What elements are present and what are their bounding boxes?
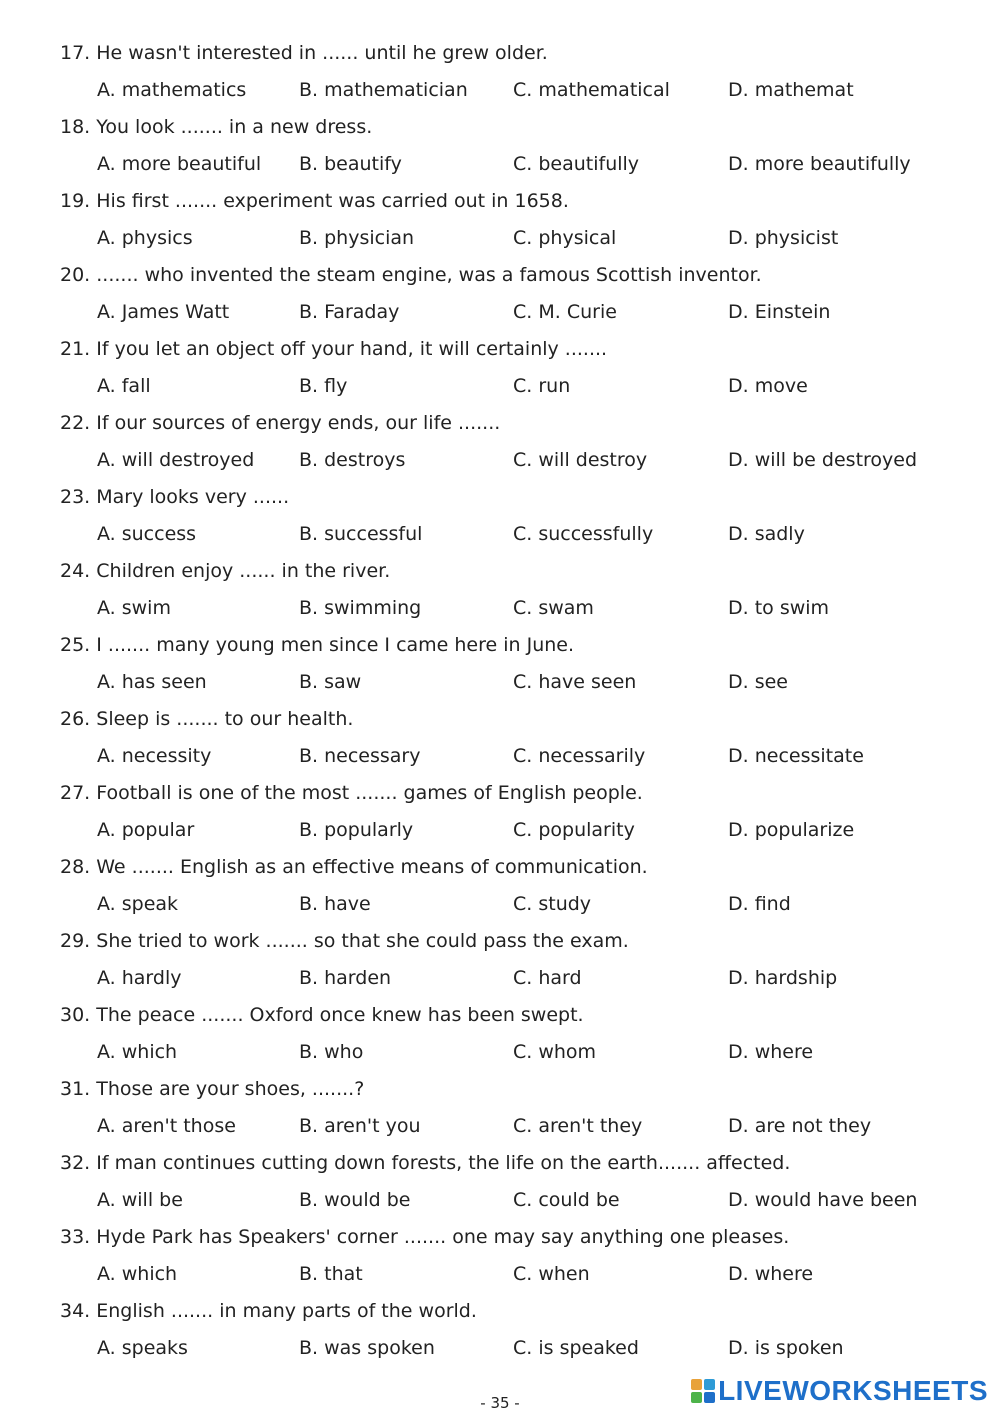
answer-option-b[interactable]: B. popularly [299, 819, 414, 841]
answer-options [0, 516, 1000, 553]
answer-option-c[interactable]: C. physical [513, 227, 617, 249]
answer-option-a[interactable]: A. more beautiful [97, 153, 262, 175]
answer-option-a[interactable]: A. popular [97, 819, 195, 841]
answer-options [0, 1108, 1000, 1145]
brand-name: LIVEWORKSHEETS [718, 1375, 988, 1406]
question-stem: 18. You look ....... in a new dress. [60, 116, 373, 138]
answer-option-d[interactable]: D. Einstein [728, 301, 831, 323]
answer-option-d[interactable]: D. will be destroyed [728, 449, 918, 471]
question-stem: 30. The peace ....... Oxford once knew has been swept. [60, 1004, 584, 1026]
question-stem: 28. We ....... English as an effective means of communication. [60, 856, 648, 878]
answer-option-c[interactable]: C. beautifully [513, 153, 640, 175]
answer-option-b[interactable]: B. swimming [299, 597, 422, 619]
question-stem: 34. English ....... in many parts of the world. [60, 1300, 477, 1322]
answer-option-d[interactable]: D. would have been [728, 1189, 918, 1211]
answer-option-c[interactable]: C. will destroy [513, 449, 648, 471]
question-list [0, 35, 1000, 1367]
answer-option-a[interactable]: A. which [97, 1041, 178, 1063]
answer-option-b[interactable]: B. would be [299, 1189, 411, 1211]
answer-options [0, 664, 1000, 701]
answer-option-c[interactable]: C. M. Curie [513, 301, 617, 323]
answer-options [0, 368, 1000, 405]
answer-option-b[interactable]: B. saw [299, 671, 362, 693]
answer-options [0, 220, 1000, 257]
answer-option-c[interactable]: C. whom [513, 1041, 597, 1063]
question-stem: 19. His first ....... experiment was carried out in 1658. [60, 190, 569, 212]
answer-option-b[interactable]: B. fly [299, 375, 348, 397]
answer-option-d[interactable]: D. where [728, 1041, 814, 1063]
answer-option-a[interactable]: A. fall [97, 375, 151, 397]
question-stem: 25. I ....... many young men since I came here in June. [60, 634, 575, 656]
answer-option-b[interactable]: B. beautify [299, 153, 402, 175]
answer-option-d[interactable]: D. is spoken [728, 1337, 844, 1359]
question-stem: 23. Mary looks very ...... [60, 486, 290, 508]
answer-options [0, 146, 1000, 183]
answer-option-d[interactable]: D. sadly [728, 523, 805, 545]
answer-options [0, 1182, 1000, 1219]
answer-option-c[interactable]: C. have seen [513, 671, 637, 693]
answer-option-d[interactable]: D. where [728, 1263, 814, 1285]
answer-option-a[interactable]: A. mathematics [97, 79, 247, 101]
answer-option-a[interactable]: A. physics [97, 227, 193, 249]
answer-option-c[interactable]: C. mathematical [513, 79, 670, 101]
answer-option-d[interactable]: D. are not they [728, 1115, 872, 1137]
answer-option-d[interactable]: D. more beautifully [728, 153, 911, 175]
answer-option-b[interactable]: B. that [299, 1263, 363, 1285]
answer-option-d[interactable]: D. necessitate [728, 745, 864, 767]
answer-option-a[interactable]: A. James Watt [97, 301, 230, 323]
page-number: - 35 - [480, 1394, 520, 1412]
answer-option-c[interactable]: C. study [513, 893, 592, 915]
answer-option-a[interactable]: A. speak [97, 893, 179, 915]
answer-option-c[interactable]: C. could be [513, 1189, 620, 1211]
answer-option-a[interactable]: A. necessity [97, 745, 212, 767]
answer-option-c[interactable]: C. run [513, 375, 571, 397]
answer-options [0, 590, 1000, 627]
answer-option-d[interactable]: D. to swim [728, 597, 830, 619]
question-stem: 33. Hyde Park has Speakers' corner ....... one may say anything one pleases. [60, 1226, 790, 1248]
question-stem: 31. Those are your shoes, .......? [60, 1078, 365, 1100]
answer-option-b[interactable]: B. who [299, 1041, 364, 1063]
answer-option-b[interactable]: B. destroys [299, 449, 406, 471]
answer-option-c[interactable]: C. swam [513, 597, 594, 619]
answer-option-c[interactable]: C. when [513, 1263, 590, 1285]
answer-option-b[interactable]: B. mathematician [299, 79, 468, 101]
answer-option-d[interactable]: D. mathemat [728, 79, 854, 101]
question-stem: 32. If man continues cutting down forests, the life on the earth....... affected. [60, 1152, 791, 1174]
answer-options [0, 72, 1000, 109]
answer-options [0, 442, 1000, 479]
answer-options [0, 738, 1000, 775]
liveworksheets-logo-icon [690, 1378, 716, 1404]
answer-option-c[interactable]: C. successfully [513, 523, 654, 545]
answer-options [0, 1256, 1000, 1293]
answer-options [0, 294, 1000, 331]
question-stem: 24. Children enjoy ...... in the river. [60, 560, 391, 582]
question-stem: 20. ....... who invented the steam engine, was a famous Scottish inventor. [60, 264, 762, 286]
answer-options [0, 1034, 1000, 1071]
answer-option-b[interactable]: B. Faraday [299, 301, 400, 323]
answer-options [0, 812, 1000, 849]
answer-option-b[interactable]: B. was spoken [299, 1337, 435, 1359]
answer-option-a[interactable]: A. success [97, 523, 197, 545]
question-stem: 26. Sleep is ....... to our health. [60, 708, 354, 730]
answer-option-b[interactable]: B. necessary [299, 745, 421, 767]
answer-options [0, 960, 1000, 997]
answer-option-a[interactable]: A. which [97, 1263, 178, 1285]
question-stem: 22. If our sources of energy ends, our life ....... [60, 412, 501, 434]
answer-option-b[interactable]: B. have [299, 893, 371, 915]
liveworksheets-brand [690, 1374, 988, 1408]
answer-option-a[interactable]: A. speaks [97, 1337, 188, 1359]
answer-option-b[interactable]: B. physician [299, 227, 415, 249]
answer-options [0, 886, 1000, 923]
answer-option-a[interactable]: A. will destroyed [97, 449, 255, 471]
answer-option-c[interactable]: C. aren't they [513, 1115, 643, 1137]
answer-option-c[interactable]: C. is speaked [513, 1337, 639, 1359]
answer-option-b[interactable]: B. aren't you [299, 1115, 421, 1137]
answer-option-d[interactable]: D. hardship [728, 967, 838, 989]
answer-option-d[interactable]: D. find [728, 893, 791, 915]
question-stem: 21. If you let an object off your hand, it will certainly ....... [60, 338, 608, 360]
answer-option-a[interactable]: A. swim [97, 597, 171, 619]
answer-option-c[interactable]: C. necessarily [513, 745, 646, 767]
question-stem: 29. She tried to work ....... so that she could pass the exam. [60, 930, 629, 952]
answer-option-a[interactable]: A. will be [97, 1189, 183, 1211]
answer-option-d[interactable]: D. move [728, 375, 808, 397]
answer-options [0, 1330, 1000, 1367]
question-stem: 27. Football is one of the most ....... games of English people. [60, 782, 643, 804]
answer-option-d[interactable]: D. popularize [728, 819, 855, 841]
answer-option-a[interactable]: A. aren't those [97, 1115, 236, 1137]
answer-option-a[interactable]: A. hardly [97, 967, 182, 989]
answer-option-b[interactable]: B. successful [299, 523, 423, 545]
answer-option-a[interactable]: A. has seen [97, 671, 207, 693]
question-stem: 17. He wasn't interested in ...... until he grew older. [60, 42, 548, 64]
answer-option-b[interactable]: B. harden [299, 967, 392, 989]
answer-option-d[interactable]: D. physicist [728, 227, 839, 249]
answer-option-c[interactable]: C. hard [513, 967, 582, 989]
answer-option-c[interactable]: C. popularity [513, 819, 635, 841]
answer-option-d[interactable]: D. see [728, 671, 788, 693]
